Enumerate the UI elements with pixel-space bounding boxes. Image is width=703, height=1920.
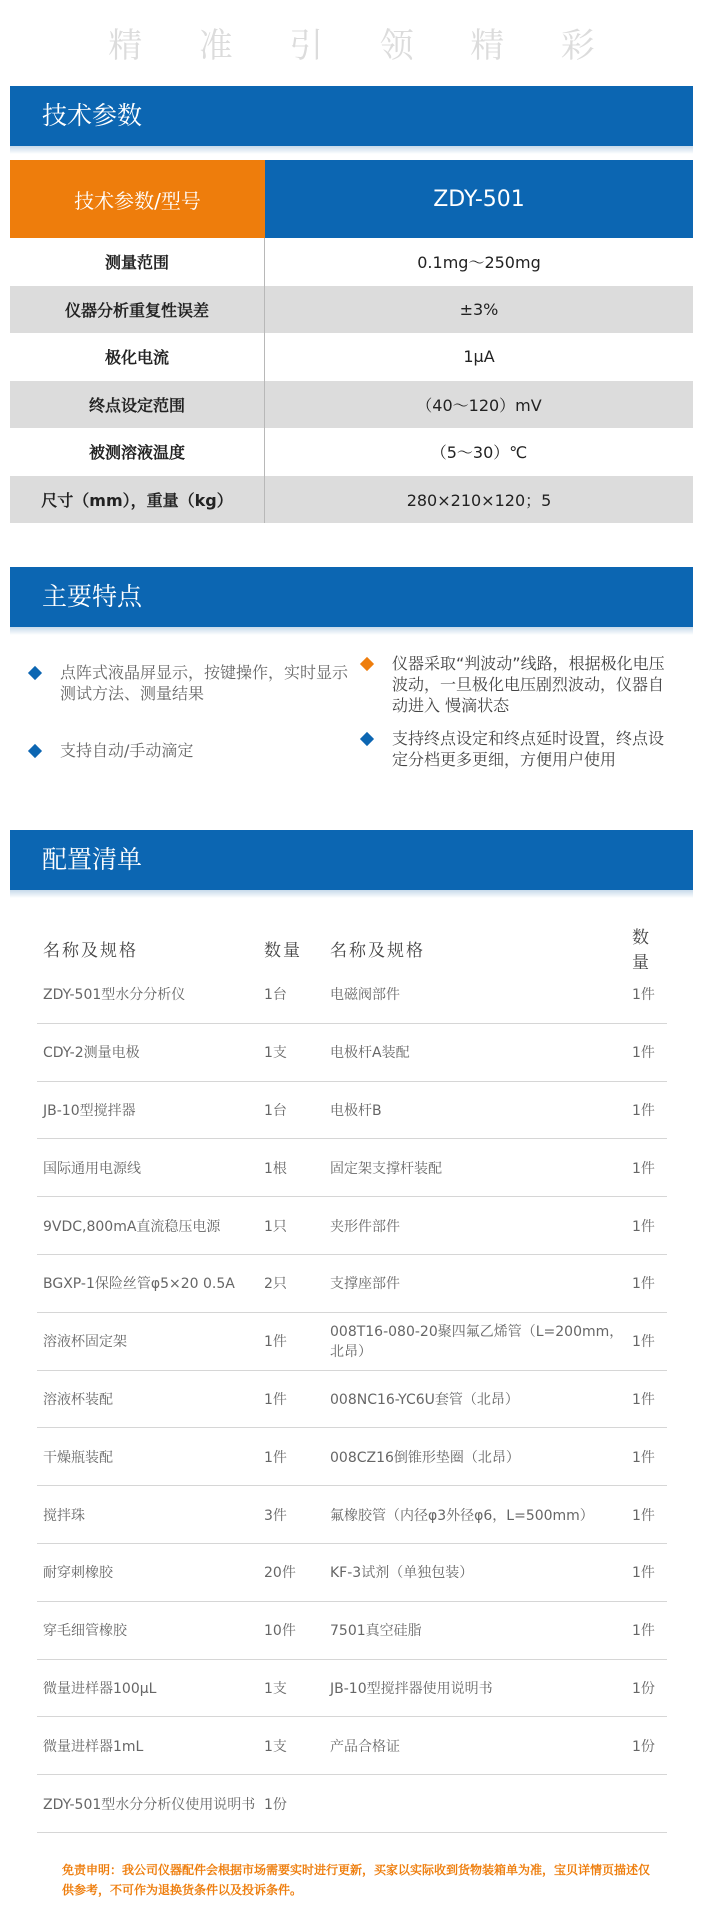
section-title-features: 主要特点: [10, 567, 693, 627]
config-item-qty: 2只: [264, 1276, 287, 1293]
table-row: [37, 1717, 667, 1775]
diamond-bullet-icon: [360, 657, 374, 671]
feature-item: [362, 728, 674, 770]
config-item-qty: 1件: [264, 1334, 287, 1351]
spec-header-row: [10, 160, 693, 238]
slogan-char: 精: [108, 26, 143, 66]
table-row: [37, 1197, 667, 1255]
table-row: [37, 1486, 667, 1544]
slogan-char: 准: [198, 26, 233, 66]
feature-text: 支持自动/手动滴定: [60, 741, 194, 760]
spec-table: [10, 160, 693, 523]
feature-text: 仪器采取“判波动”线路，根据极化电压波动，一旦极化电压剧烈波动，仪器自动进入 慢滴状态: [392, 654, 665, 715]
config-item-name: 氟橡胶管（内径φ3外径φ6，L=500mm）: [330, 1507, 594, 1524]
config-item-qty: 1件: [632, 1623, 655, 1640]
config-header-name: 名称及规格: [330, 940, 425, 961]
config-item-qty: 1支: [264, 1680, 287, 1697]
config-item-name: 9VDC,800mA直流稳压电源: [43, 1218, 221, 1235]
config-item-name: CDY-2测量电极: [43, 1045, 140, 1062]
config-item-name: JB-10型搅拌器: [43, 1102, 136, 1119]
config-item-name: ZDY-501型水分分析仪使用说明书: [43, 1796, 256, 1813]
config-item-qty: 1件: [632, 1276, 655, 1293]
config-item-qty: 3件: [264, 1507, 287, 1524]
config-item-qty: 1台: [264, 1102, 287, 1119]
config-item-qty: 1份: [264, 1796, 287, 1813]
feature-text: 支持终点设定和终点延时设置，终点设定分档更多更细，方便用户使用: [392, 729, 665, 769]
config-item-name: 干燥瓶装配: [43, 1449, 113, 1466]
config-item-name: 溶液杯装配: [43, 1391, 113, 1408]
config-item-qty: 1支: [264, 1738, 287, 1755]
spec-label: 测量范围: [10, 238, 265, 286]
config-item-qty: 1件: [632, 987, 655, 1004]
config-item-qty: 1件: [264, 1391, 287, 1408]
config-rows: [37, 966, 667, 1833]
table-row: [37, 1255, 667, 1313]
section-title-config: 配置清单: [10, 830, 693, 890]
config-item-name: 夹形件部件: [330, 1218, 400, 1235]
feature-item: [362, 653, 674, 716]
config-item-name: 固定架支撑杆装配: [330, 1160, 442, 1177]
config-item-qty: 1份: [632, 1680, 655, 1697]
config-item-name: 微量进样器1mL: [43, 1738, 144, 1755]
config-item-name: 电磁阀部件: [330, 987, 400, 1004]
feature-item: [30, 662, 350, 704]
spec-value: 1μA: [463, 347, 495, 367]
spec-value: 280×210×120；5: [406, 490, 552, 510]
config-item-qty: 1件: [632, 1449, 655, 1466]
diamond-bullet-icon: [360, 732, 374, 746]
table-row: [37, 1313, 667, 1371]
diamond-bullet-icon: [28, 744, 42, 758]
config-item-name: 7501真空硅脂: [330, 1623, 422, 1640]
config-table: [37, 930, 667, 1833]
config-item-name: 搅拌珠: [43, 1507, 85, 1524]
config-item-qty: 1件: [632, 1334, 655, 1351]
spec-label: 被测溶液温度: [10, 428, 265, 476]
spec-value: （40～120）mV: [416, 395, 542, 415]
config-item-qty: 1件: [632, 1391, 655, 1408]
config-item-name: 穿毛细管橡胶: [43, 1623, 127, 1640]
table-row: [37, 1602, 667, 1660]
config-header-name: 名称及规格: [43, 940, 138, 961]
spec-row: [10, 428, 693, 476]
config-header-qty: 数量: [632, 928, 651, 973]
config-item-qty: 1件: [632, 1218, 655, 1235]
config-item-qty: 1份: [632, 1738, 655, 1755]
spec-label: 终点设定范围: [10, 381, 265, 429]
spec-row: [10, 286, 693, 334]
config-item-name: 溶液杯固定架: [43, 1334, 127, 1351]
spec-row: [10, 381, 693, 429]
config-item-name: 支撑座部件: [330, 1276, 400, 1293]
spec-header-label: 技术参数/型号: [10, 160, 265, 238]
spec-value: （5～30）℃: [430, 443, 528, 463]
config-item-name: 微量进样器100μL: [43, 1680, 157, 1697]
config-item-name: 电极杆A装配: [330, 1045, 410, 1062]
slogan-char: 彩: [560, 26, 595, 66]
config-item-qty: 1只: [264, 1218, 287, 1235]
config-item-name: 国际通用电源线: [43, 1160, 141, 1177]
spec-value: 0.1mg～250mg: [417, 253, 541, 273]
spec-label: 极化电流: [10, 333, 265, 381]
table-row: [37, 966, 667, 1024]
config-item-name: 电极杆B: [330, 1102, 382, 1119]
slogan-char: 领: [379, 26, 414, 66]
slogan-char: 引: [289, 26, 324, 66]
spec-label: 尺寸（mm），重量（kg）: [10, 476, 265, 524]
spec-row: [10, 238, 693, 286]
config-item-qty: 1件: [632, 1160, 655, 1177]
section-title-tech-params: 技术参数: [10, 86, 693, 146]
config-item-name: 产品合格证: [330, 1738, 400, 1755]
config-header-row: [37, 928, 667, 973]
config-item-name: 008CZ16倒锥形垫圈（北昂）: [330, 1449, 520, 1466]
config-header-qty: 数量: [264, 940, 302, 961]
slogan-char: 精: [470, 26, 505, 66]
feature-text: 点阵式液晶屏显示，按键操作，实时显示测试方法、测量结果: [60, 663, 349, 703]
config-item-qty: 1台: [264, 987, 287, 1004]
config-item-name: BGXP-1保险丝管φ5×20 0.5A: [43, 1276, 235, 1293]
config-item-name: ZDY-501型水分分析仪: [43, 987, 186, 1004]
config-item-name: KF-3试剂（单独包装）: [330, 1565, 474, 1582]
config-item-name: 耐穿刺橡胶: [43, 1565, 113, 1582]
spec-row: [10, 333, 693, 381]
feature-item: [30, 740, 350, 761]
config-item-qty: 1件: [632, 1102, 655, 1119]
spec-value: ±3%: [459, 299, 499, 319]
disclaimer: 免责申明：我公司仪器配件会根据市场需要实时进行更新，买家以实际收到货物装箱单为准，宝贝详情页描述仅供参考，不可作为退换货条件以及投诉条件。: [62, 1863, 651, 1897]
table-row: [37, 1139, 667, 1197]
table-row: [37, 1082, 667, 1140]
table-row: [37, 1428, 667, 1486]
config-item-name: 008T16-080-20聚四氟乙烯管（L=200mm，北昂）: [330, 1324, 624, 1361]
spec-header-model: ZDY-501: [265, 160, 693, 238]
spec-label: 仪器分析重复性误差: [10, 286, 265, 334]
table-row: [37, 1775, 667, 1833]
table-row: [37, 1544, 667, 1602]
config-item-qty: 1件: [264, 1449, 287, 1466]
config-item-qty: 1件: [632, 1507, 655, 1524]
spec-row: [10, 476, 693, 524]
config-item-name: 008NC16-YC6U套管（北昂）: [330, 1391, 519, 1408]
table-row: [37, 1024, 667, 1082]
config-item-qty: 1支: [264, 1045, 287, 1062]
config-item-qty: 20件: [264, 1565, 296, 1582]
table-row: [37, 1371, 667, 1429]
config-item-qty: 1件: [632, 1565, 655, 1582]
config-item-qty: 1根: [264, 1160, 287, 1177]
config-item-qty: 10件: [264, 1623, 296, 1640]
config-item-qty: 1件: [632, 1045, 655, 1062]
table-row: [37, 1660, 667, 1718]
features-list: [10, 650, 693, 800]
slogan: [0, 18, 703, 66]
config-item-name: JB-10型搅拌器使用说明书: [330, 1680, 493, 1697]
diamond-bullet-icon: [28, 666, 42, 680]
